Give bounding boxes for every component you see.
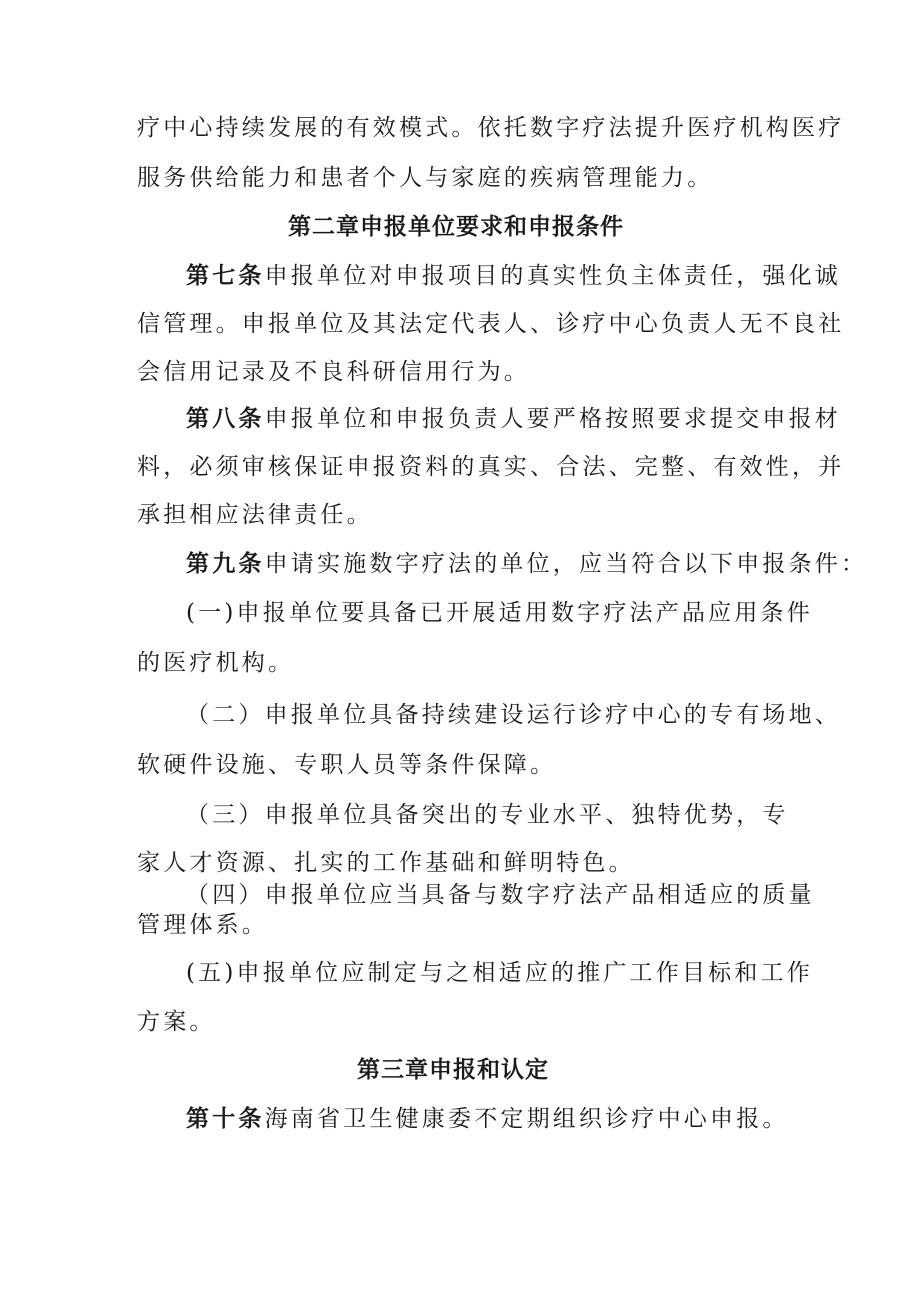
article-8-line-2: 料，必须审核保证申报资料的真实、合法、完整、有效性，并 — [137, 454, 845, 480]
article-8-line-1 — [186, 404, 841, 434]
item-5-line-1: (五)申报单位应制定与之相适应的推广工作目标和工作 — [186, 960, 813, 986]
intro-line-2: 服务供给能力和患者个人与家庭的疾病管理能力。 — [137, 165, 714, 191]
item-4-line-2: 管理体系。 — [137, 912, 268, 938]
article-7-line-1 — [186, 261, 841, 291]
article-7-text: 申报单位对申报项目的真实性负主体责任，强化诚 — [264, 263, 842, 289]
article-9-text: 申请实施数字疗法的单位，应当符合以下申报条件： — [264, 551, 868, 577]
article-8-text: 申报单位和申报负责人要严格按照要求提交申报材 — [264, 406, 842, 432]
article-10-label: 第十条 — [186, 1105, 265, 1132]
intro-line-1: 疗中心持续发展的有效模式。依托数字疗法提升医疗机构医疗 — [137, 115, 845, 141]
chapter-3-heading: 第三章申报和认定 — [357, 1056, 549, 1083]
item-2-line-2: 软硬件设施、专职人员等条件保障。 — [137, 752, 557, 778]
chapter-2-heading: 第二章申报单位要求和申报条件 — [288, 213, 624, 240]
article-9-line-1 — [186, 549, 867, 579]
item-4-line-1: （四）申报单位应当具备与数字疗法产品相适应的质量 — [186, 882, 815, 908]
article-10-line-1 — [186, 1104, 789, 1134]
item-2-line-1: （二）申报单位具备持续建设运行诊疗中心的专有场地、 — [186, 702, 841, 728]
article-7-line-3: 会信用记录及不良科研信用行为。 — [137, 359, 530, 385]
item-3-line-2: 家人才资源、扎实的工作基础和鲜明特色。 — [137, 850, 635, 876]
article-8-line-3: 承担相应法律责任。 — [137, 502, 373, 528]
item-1-line-1: (一)申报单位要具备已开展适用数字疗法产品应用条件 — [186, 600, 813, 626]
article-7-line-2: 信管理。申报单位及其法定代表人、诊疗中心负责人无不良社 — [137, 311, 845, 337]
article-10-text: 海南省卫生健康委不定期组织诊疗中心申报。 — [264, 1106, 789, 1132]
article-8-label: 第八条 — [186, 405, 265, 432]
item-5-line-2: 方案。 — [137, 1009, 216, 1035]
article-9-label: 第九条 — [186, 550, 265, 577]
article-7-label: 第七条 — [186, 262, 265, 289]
item-1-line-2: 的医疗机构。 — [137, 650, 295, 676]
item-3-line-1: （三）申报单位具备突出的专业水平、独特优势，专 — [186, 802, 789, 828]
